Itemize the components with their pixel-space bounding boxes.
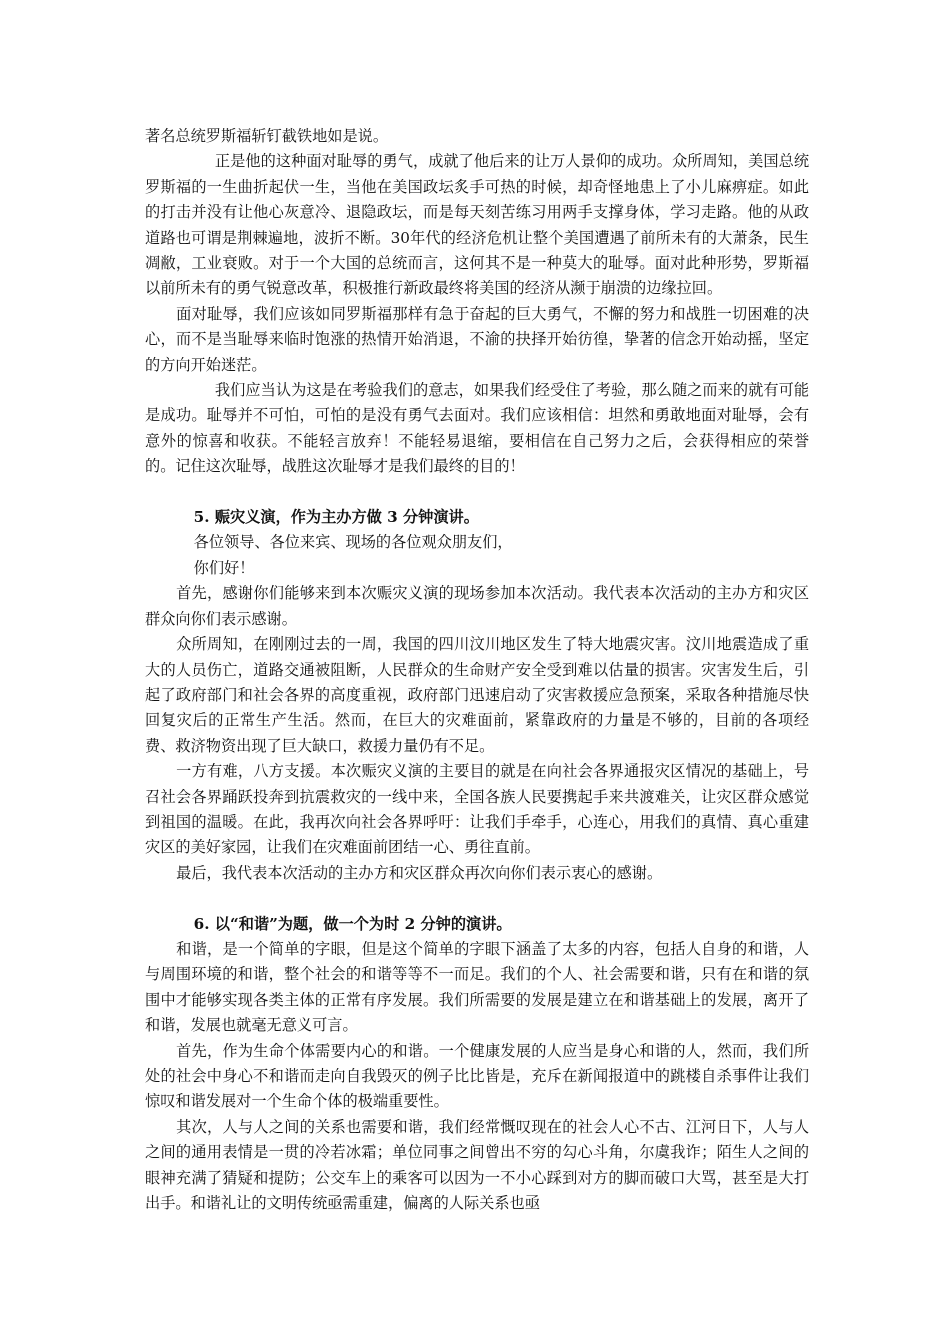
paragraph: 最后，我代表本次活动的主办方和灾区群众再次向你们表示衷心的感谢。	[176, 863, 663, 882]
paragraph: 首先，作为生命个体需要内心的和谐。一个健康发展的人应当是身心和谐的人，然而，我们所处的社会中身心不和谐而走向自我毁灭的例子比比皆是，充斥在新闻报道中的跳楼自杀事件让我们惊叹和谐发展对一个生命个体的极端重要性。	[145, 1041, 809, 1111]
paragraph: 其次，人与人之间的关系也需要和谐，我们经常慨叹现在的社会人心不古、江河日下，人与人之间的通用表情是一贯的冷若冰霜；单位同事之间曾出不穷的勾心斗角，尔虞我诈；陌生人之间的眼神充满了猜疑和提防；公交车上的乘客可以因为一不小心踩到对方的脚而破口大骂，甚至是大打出手。和谐礼让的文明传统亟需重建，偏离的人际关系也亟	[145, 1117, 809, 1213]
paragraph: 我们应当认为这是在考验我们的意志，如果我们经受住了考验，那么随之而来的就有可能是成功。耻辱并不可怕，可怕的是没有勇气去面对。我们应该相信：坦然和勇敢地面对耻辱，会有意外的惊喜和收获。不能轻言放弃！不能轻易退缩，要相信在自己努力之后，会获得相应的荣誉的。记住这次耻辱，战胜这次耻辱才是我们最终的目的！	[145, 381, 809, 476]
paragraph: 和谐，是一个简单的字眼，但是这个简单的字眼下涵盖了太多的内容，包括人自身的和谐，人与周围环境的和谐，整个社会的和谐等等不一而足。我们的个人、社会需要和谐，只有在和谐的氛围中才能够实现各类主体的正常有序发展。我们所需要的发展是建立在和谐基础上的发展，离开了和谐，发展也就毫无意义可言。	[145, 939, 809, 1035]
paragraph: 一方有难，八方支援。本次赈灾义演的主要目的就是在向社会各界通报灾区情况的基础上，号召社会各界踊跃投奔到抗震救灾的一线中来，全国各族人民要携起手来共渡难关，让灾区群众感觉到祖国的温暖。在此，我再次向社会各界呼吁：让我们手牵手，心连心，用我们的真情、真心重建灾区的美好家园，让我们在灾难面前团结一心、勇往直前。	[145, 762, 809, 857]
greeting: 你们好！	[193, 558, 255, 577]
section-heading-5: 5. 赈灾义演，作为主办方做 3 分钟演讲。	[193, 508, 479, 527]
paragraph: 面对耻辱，我们应该如同罗斯福那样有急于奋起的巨大勇气，不懈的努力和战胜一切困难的决心，而不是当耻辱来临时饱涨的热情开始消退，不渝的抉择开始彷徨，挚著的信念开始动摇，坚定的方向开始迷茫。	[145, 304, 809, 374]
spacer	[145, 886, 809, 911]
paragraph: 正是他的这种面对耻辱的勇气，成就了他后来的让万人景仰的成功。众所周知，美国总统罗斯福的一生曲折起伏一生，当他在美国政坛炙手可热的时候，却奇怪地患上了小儿麻痹症。如此的打击并没有让他心灰意冷、退隐政坛，而是每天刻苦练习用两手支撑身体，学习走路。他的从政道路也可谓是荆棘遍地，波折不断。30年代的经济危机让整个美国遭遇了前所未有的大萧条，民生凋敝，工业衰败。对于一个大国的总统而言，这何其不是一种莫大的耻辱。面对此种形势，罗斯福以前所未有的勇气锐意改革，积极推行新政最终将美国的经济从濒于崩溃的边缘拉回。	[145, 152, 809, 298]
paragraph: 众所周知，在刚刚过去的一周，我国的四川汶川地区发生了特大地震灾害。汶川地震造成了重大的人员伤亡，道路交通被阻断，人民群众的生命财产安全受到难以估量的损害。灾害发生后，引起了政府部门和社会各界的高度重视，政府部门迅速启动了灾害救援应急预案，采取各种措施尽快回复灾后的正常生产生活。然而，在巨大的灾难面前，紧靠政府的力量是不够的，目前的各项经费、救济物资出现了巨大缺口，救援力量仍有不足。	[145, 635, 809, 755]
paragraph: 首先，感谢你们能够来到本次赈灾义演的现场参加本次活动。我代表本次活动的主办方和灾区群众向你们表示感谢。	[145, 584, 809, 628]
document-body	[145, 124, 809, 1216]
paragraph: 著名总统罗斯福斩钉截铁地如是说。	[145, 127, 388, 145]
section-heading-6: 6. 以“和谐”为题，做一个为时 2 分钟的演讲。	[193, 914, 512, 933]
greeting: 各位领导、各位来宾、现场的各位观众朋友们，	[193, 533, 513, 552]
spacer	[145, 480, 809, 505]
